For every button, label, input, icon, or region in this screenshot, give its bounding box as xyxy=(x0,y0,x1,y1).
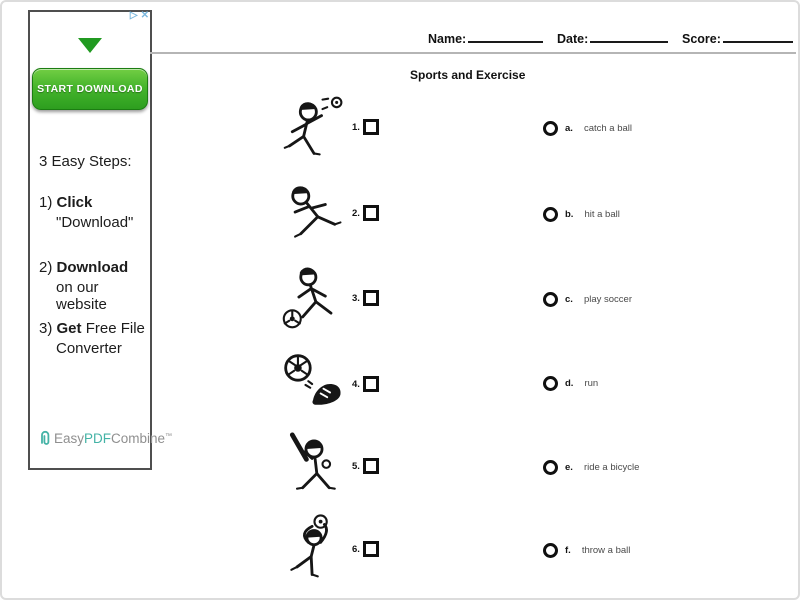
ad-close-icon[interactable]: ✕ xyxy=(140,10,149,21)
score-label: Score: xyxy=(682,32,721,46)
option-label: run xyxy=(584,377,599,389)
answer-box-2[interactable] xyxy=(363,205,379,221)
answer-box-3[interactable] xyxy=(363,290,379,306)
answer-box-4[interactable] xyxy=(363,376,379,392)
option-row-c xyxy=(543,290,632,308)
step2-bold: Download xyxy=(56,259,129,276)
ad-steps-heading: 3 Easy Steps: xyxy=(39,153,132,170)
step3-line2: Converter xyxy=(56,340,122,357)
option-label: throw a ball xyxy=(581,544,631,556)
logo-easy: Easy xyxy=(54,431,85,446)
question-row-3 xyxy=(280,260,379,336)
option-bubble-b[interactable] xyxy=(543,207,558,222)
step1-number: 1) xyxy=(39,194,53,211)
option-row-f xyxy=(543,541,630,559)
start-download-button[interactable]: START DOWNLOAD xyxy=(32,68,148,110)
logo-trademark: ™ xyxy=(165,433,173,440)
option-bubble-d[interactable] xyxy=(543,376,558,391)
worksheet-title: Sports and Exercise xyxy=(410,68,526,82)
option-label: ride a bicycle xyxy=(583,461,640,473)
step2-number: 2) xyxy=(39,259,53,276)
catch-ball-illustration xyxy=(280,510,348,588)
step3-tail: Free File xyxy=(81,320,145,337)
question-row-1 xyxy=(280,89,379,165)
throw-ball-illustration xyxy=(280,91,348,163)
question-number: 3. xyxy=(352,292,360,304)
answer-box-6[interactable] xyxy=(363,541,379,557)
option-bubble-c[interactable] xyxy=(543,292,558,307)
answer-box-1[interactable] xyxy=(363,119,379,135)
running-illustration xyxy=(280,177,348,249)
kick-ball-illustration xyxy=(280,348,348,420)
easypdfcombine-logo[interactable] xyxy=(38,430,172,447)
ad-step-3 xyxy=(39,320,146,357)
step2-line2: on our website xyxy=(56,279,107,313)
option-label: catch a ball xyxy=(583,122,632,134)
question-row-6 xyxy=(280,511,379,587)
step1-line2: "Download" xyxy=(56,214,134,231)
question-row-2 xyxy=(280,175,379,251)
option-row-b xyxy=(543,205,620,223)
question-row-5 xyxy=(280,428,379,504)
answer-box-5[interactable] xyxy=(363,458,379,474)
step3-number: 3) xyxy=(39,320,53,337)
option-row-e xyxy=(543,458,639,476)
ad-sidebar xyxy=(28,10,173,470)
date-label: Date: xyxy=(557,32,589,46)
question-number: 5. xyxy=(352,460,360,472)
option-bubble-f[interactable] xyxy=(543,543,558,558)
score-blank-line xyxy=(723,31,793,43)
date-field xyxy=(557,31,668,46)
option-letter: d. xyxy=(565,377,574,389)
option-letter: b. xyxy=(565,208,574,220)
option-letter: e. xyxy=(565,461,573,473)
score-field xyxy=(682,31,793,46)
option-letter: c. xyxy=(565,293,573,305)
step1-bold: Click xyxy=(56,194,93,211)
option-label: play soccer xyxy=(583,293,632,305)
down-arrow-icon xyxy=(78,38,102,53)
ad-step-1 xyxy=(39,194,146,231)
ad-step-2 xyxy=(39,259,146,313)
question-number: 6. xyxy=(352,543,360,555)
name-field xyxy=(428,31,543,46)
question-number: 4. xyxy=(352,378,360,390)
logo-combine: Combine xyxy=(111,431,166,446)
name-blank-line xyxy=(468,31,543,43)
option-bubble-a[interactable] xyxy=(543,121,558,136)
question-number: 1. xyxy=(352,121,360,133)
option-letter: a. xyxy=(565,122,573,134)
date-blank-line xyxy=(590,31,668,43)
adchoices-icon[interactable]: ▷ xyxy=(129,10,138,21)
baseball-batter-illustration xyxy=(280,427,348,505)
option-row-a xyxy=(543,119,632,137)
option-label: hit a ball xyxy=(584,208,620,220)
option-bubble-e[interactable] xyxy=(543,460,558,475)
question-number: 2. xyxy=(352,207,360,219)
paperclip-icon xyxy=(38,430,53,447)
step3-bold: Get xyxy=(56,320,82,337)
option-row-d xyxy=(543,374,598,392)
header-divider xyxy=(150,52,796,54)
play-soccer-illustration xyxy=(280,262,348,334)
option-letter: f. xyxy=(565,544,571,556)
name-label: Name: xyxy=(428,32,467,46)
logo-pdf: PDF xyxy=(84,431,112,446)
question-row-4 xyxy=(280,346,379,422)
